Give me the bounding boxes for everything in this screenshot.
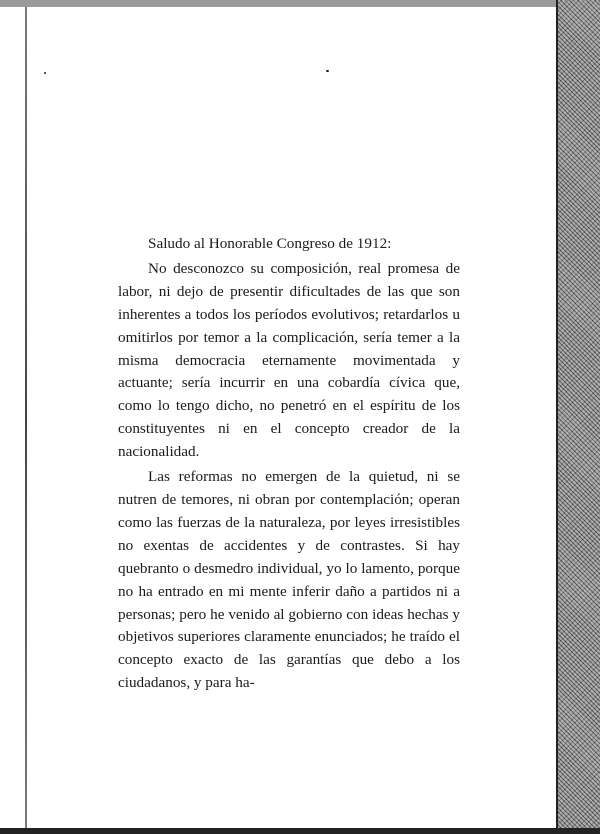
scan-top-border (0, 0, 600, 7)
page-text (118, 233, 460, 695)
ink-speck (44, 72, 46, 74)
paragraph-2: Las reformas no emergen de la quietud, ni se nutren de temores, ni obran por contemplación; operan como las fuerzas de la naturaleza, por leyes irresistibles no exentas de accidentes y de contrastes. Si hay quebranto o desmedro individual, yo lo lamento, porque no ha entrado en mi mente inferir daño a partidos ni a personas; pero he venido al gobierno con ideas hechas y objetivos superiores claramente enunciados; he traído el concepto exacto de las garantías que debo a los ciudadanos, y para ha- (118, 468, 460, 692)
document-heading: Saludo al Honorable Congreso de 1912: (148, 235, 392, 252)
paragraph-1: No desconozco su composición, real promesa de labor, ni dejo de presentir dificultades de las que son inherentes a todos los períodos evolutivos; retardarlos u omitirlos por temor a la complicación, sería temer a la misma democracia eternamente movimentada y actuante; sería incurrir en una cobardía cívica que, como lo tengo dicho, no penetró en el espíritu de los constituyentes ni en el concepto creador de la nacionalidad. (118, 259, 460, 461)
scan-left-edge (25, 7, 27, 829)
ink-speck (326, 70, 329, 72)
scan-bottom-border (0, 828, 600, 834)
scan-right-margin (558, 0, 600, 834)
